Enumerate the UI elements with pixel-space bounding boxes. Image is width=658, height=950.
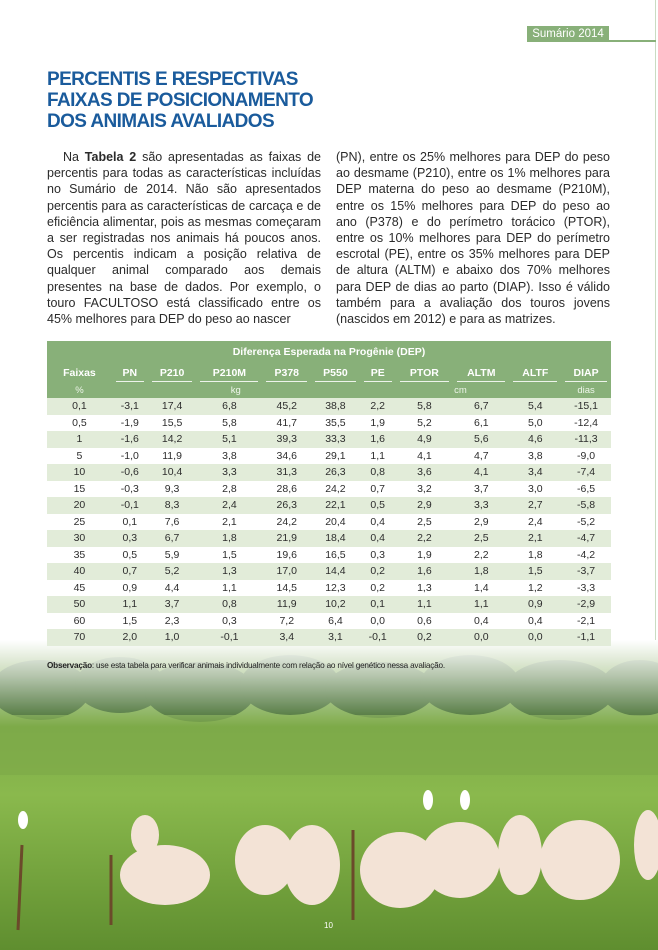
table-cell: 16,5 — [311, 547, 360, 564]
table-cell: 1,5 — [112, 613, 148, 630]
table-note — [47, 661, 445, 670]
table-cell: 0,4 — [360, 530, 396, 547]
table-cell: 7,6 — [148, 514, 197, 531]
table-row — [47, 448, 611, 465]
col-header-ptor: PTOR — [396, 363, 454, 382]
table-cell: -6,5 — [561, 481, 611, 498]
table-cell: 2,4 — [196, 497, 262, 514]
cattle-pasture-photo — [0, 640, 658, 950]
table-cell: 2,5 — [396, 514, 454, 531]
table-row — [47, 398, 611, 415]
table-cell: -1,9 — [112, 415, 148, 432]
table-cell: -3,3 — [561, 580, 611, 597]
table-cell: 2,7 — [509, 497, 561, 514]
table-cell: 5,8 — [396, 398, 454, 415]
table-cell: 2,1 — [196, 514, 262, 531]
table-cell: 3,2 — [396, 481, 454, 498]
table-cell: 24,2 — [262, 514, 311, 531]
table-row — [47, 629, 611, 646]
table-cell: -12,4 — [561, 415, 611, 432]
table-cell: 26,3 — [311, 464, 360, 481]
table-cell: -0,1 — [196, 629, 262, 646]
table-row — [47, 514, 611, 531]
table-cell: 2,2 — [360, 398, 396, 415]
table-cell: 33,3 — [311, 431, 360, 448]
table-cell: 4,9 — [396, 431, 454, 448]
table-row — [47, 431, 611, 448]
table-cell: 31,3 — [262, 464, 311, 481]
table-cell: 1,1 — [396, 596, 454, 613]
table-cell: 3,7 — [148, 596, 197, 613]
table-cell: -2,9 — [561, 596, 611, 613]
table-cell: 7,2 — [262, 613, 311, 630]
table-cell: 21,9 — [262, 530, 311, 547]
table-cell: 11,9 — [262, 596, 311, 613]
table-cell: 28,6 — [262, 481, 311, 498]
table-cell: 12,3 — [311, 580, 360, 597]
table-cell: 1,1 — [453, 596, 509, 613]
table-cell: 1,9 — [360, 415, 396, 432]
table-cell: 4,1 — [453, 464, 509, 481]
table-cell: 1,1 — [112, 596, 148, 613]
col-header-p210: P210 — [148, 363, 197, 382]
table-cell: 0,7 — [360, 481, 396, 498]
table-cell: 6,7 — [148, 530, 197, 547]
table-cell: -4,2 — [561, 547, 611, 564]
table-cell: -3,1 — [112, 398, 148, 415]
col-header-p550: P550 — [311, 363, 360, 382]
percentile-table — [47, 341, 611, 646]
table-cell: 8,3 — [148, 497, 197, 514]
table-cell: 2,2 — [396, 530, 454, 547]
table-cell: 11,9 — [148, 448, 197, 465]
unit-kg: kg — [112, 382, 360, 398]
table-cell: 70 — [47, 629, 112, 646]
table-cell: 0,0 — [509, 629, 561, 646]
table-cell: 5,6 — [453, 431, 509, 448]
table-cell: 4,4 — [148, 580, 197, 597]
table-cell: 10,4 — [148, 464, 197, 481]
table-cell: 45,2 — [262, 398, 311, 415]
table-cell: 1,0 — [148, 629, 197, 646]
table-cell: 38,8 — [311, 398, 360, 415]
table-cell: 5,4 — [509, 398, 561, 415]
table-cell: 6,1 — [453, 415, 509, 432]
table-cell: 5,1 — [196, 431, 262, 448]
table-cell: 0,6 — [396, 613, 454, 630]
table-cell: 15 — [47, 481, 112, 498]
table-cell: 10,2 — [311, 596, 360, 613]
table-row — [47, 481, 611, 498]
table-cell: 17,4 — [148, 398, 197, 415]
table-cell: 1,5 — [509, 563, 561, 580]
table-cell: 0,1 — [47, 398, 112, 415]
table-cell: 14,2 — [148, 431, 197, 448]
table-cell: 1,6 — [360, 431, 396, 448]
table-cell: 0,8 — [196, 596, 262, 613]
table-cell: 0,3 — [112, 530, 148, 547]
table-row — [47, 547, 611, 564]
table-cell: 9,3 — [148, 481, 197, 498]
table-cell: 0,0 — [453, 629, 509, 646]
table-cell: -3,7 — [561, 563, 611, 580]
table-cell: 40 — [47, 563, 112, 580]
table-cell: 0,5 — [112, 547, 148, 564]
table-cell: 2,2 — [453, 547, 509, 564]
table-row — [47, 497, 611, 514]
table-cell: -1,1 — [561, 629, 611, 646]
table-cell: 1,6 — [396, 563, 454, 580]
table-cell: 1,1 — [360, 448, 396, 465]
table-cell: 3,3 — [453, 497, 509, 514]
table-cell: 6,4 — [311, 613, 360, 630]
table-cell: 20,4 — [311, 514, 360, 531]
table-cell: 5,9 — [148, 547, 197, 564]
page-number: 10 — [324, 921, 333, 930]
table-cell: 0,4 — [453, 613, 509, 630]
table-cell: 24,2 — [311, 481, 360, 498]
note-label: Observação — [47, 661, 92, 670]
table-cell: 2,9 — [396, 497, 454, 514]
table-row — [47, 613, 611, 630]
table-cell: 0,3 — [196, 613, 262, 630]
table-cell: 14,5 — [262, 580, 311, 597]
col-header-p378: P378 — [262, 363, 311, 382]
table-cell: 0,9 — [509, 596, 561, 613]
table-cell: -0,1 — [112, 497, 148, 514]
table-cell: 2,0 — [112, 629, 148, 646]
table-cell: 15,5 — [148, 415, 197, 432]
table-cell: 0,2 — [396, 629, 454, 646]
table-cell: -2,1 — [561, 613, 611, 630]
col-header-altf: ALTF — [509, 363, 561, 382]
col-header-pe: PE — [360, 363, 396, 382]
table-cell: 14,4 — [311, 563, 360, 580]
table-band-title: Diferença Esperada na Progênie (DEP) — [47, 341, 611, 363]
table-reference: Tabela 2 — [84, 150, 137, 164]
table-cell: 6,7 — [453, 398, 509, 415]
table-cell: -9,0 — [561, 448, 611, 465]
table-cell: 17,0 — [262, 563, 311, 580]
table-cell: 2,5 — [453, 530, 509, 547]
table-cell: 19,6 — [262, 547, 311, 564]
col-header-diap: DIAP — [561, 363, 611, 382]
body-column-left — [47, 149, 321, 327]
table-cell: 1,8 — [509, 547, 561, 564]
table-cell: 2,8 — [196, 481, 262, 498]
table-cell: 3,4 — [509, 464, 561, 481]
table-cell: 35 — [47, 547, 112, 564]
table-cell: 0,5 — [47, 415, 112, 432]
table-cell: -4,7 — [561, 530, 611, 547]
table-cell: 0,3 — [360, 547, 396, 564]
body-column-right: (PN), entre os 25% melhores para DEP do peso ao desmame (P210), entre os 1% melhores para DEP materna do peso ao desmame (P210M), entre os 15% melhores para DEP do peso ao ano (P378) e do perímetro torácico (PTOR), entre os 10% melhores para DEP do perímetro escrotal (PE), entre os 35% melhores para DEP de altura (ALTM) e abaixo dos 70% melhores para DEP de dias ao parto (DIAP). Isso é válido também para a avaliação dos touros jovens (nascidos em 2012) e para as matrizes. — [336, 150, 610, 327]
table-cell: 0,8 — [360, 464, 396, 481]
table-body — [47, 398, 611, 646]
table-cell: 0,2 — [360, 563, 396, 580]
table-cell: 30 — [47, 530, 112, 547]
table-cell: -7,4 — [561, 464, 611, 481]
table-cell: -11,3 — [561, 431, 611, 448]
table-cell: 3,8 — [196, 448, 262, 465]
table-cell: 20 — [47, 497, 112, 514]
table-cell: 0,4 — [509, 613, 561, 630]
table-cell: 29,1 — [311, 448, 360, 465]
header-rule — [609, 40, 656, 42]
table-row — [47, 580, 611, 597]
table-cell: 3,6 — [396, 464, 454, 481]
note-text: : use esta tabela para verificar animais individualmente com relação ao nível genético nessa avaliação. — [91, 661, 445, 670]
table-cell: 1 — [47, 431, 112, 448]
table-cell: 0,0 — [360, 613, 396, 630]
table-cell: 10 — [47, 464, 112, 481]
table-cell: 1,2 — [509, 580, 561, 597]
table-cell: 4,6 — [509, 431, 561, 448]
table-cell: 0,1 — [112, 514, 148, 531]
table-cell: 3,8 — [509, 448, 561, 465]
table-cell: 22,1 — [311, 497, 360, 514]
table-cell: 2,3 — [148, 613, 197, 630]
table-cell: 1,3 — [196, 563, 262, 580]
table-cell: 0,1 — [360, 596, 396, 613]
table-cell: 39,3 — [262, 431, 311, 448]
table-cell: -15,1 — [561, 398, 611, 415]
table-cell: 3,3 — [196, 464, 262, 481]
unit-cm: cm — [360, 382, 561, 398]
table-cell: 5,8 — [196, 415, 262, 432]
table-cell: 3,1 — [311, 629, 360, 646]
table-cell: 4,1 — [396, 448, 454, 465]
table-cell: 25 — [47, 514, 112, 531]
col-header-faixas: Faixas — [47, 363, 112, 382]
table-cell: 5,2 — [396, 415, 454, 432]
table-cell: 1,4 — [453, 580, 509, 597]
table-cell: 1,1 — [196, 580, 262, 597]
table-cell: 34,6 — [262, 448, 311, 465]
col-header-pn: PN — [112, 363, 148, 382]
col-header-p210m: P210M — [196, 363, 262, 382]
table-cell: 0,9 — [112, 580, 148, 597]
table-cell: 3,0 — [509, 481, 561, 498]
unit-dias: dias — [561, 382, 611, 398]
table-cell: -1,6 — [112, 431, 148, 448]
table-cell: 3,7 — [453, 481, 509, 498]
table-cell: 41,7 — [262, 415, 311, 432]
table-row — [47, 415, 611, 432]
table-cell: 45 — [47, 580, 112, 597]
table-cell: 5,2 — [148, 563, 197, 580]
table-cell: 1,3 — [396, 580, 454, 597]
table-cell: -0,3 — [112, 481, 148, 498]
body-left-text: são apresentadas as faixas de percentis para todas as características incluídas no Sumário de 2014. Não são apresentados percentis para as características de carcaça e de eficiência alimentar, pois as mesmas começaram a ser registradas nos animais há poucos anos. Os percentis indicam a posição relativa de qualquer animal comparado aos demais presentes na base de dados. Por exemplo, o touro FACULTOSO está classificado entre os 45% melhores para DEP do peso ao nascer — [47, 150, 321, 327]
table-cell: -0,6 — [112, 464, 148, 481]
body-lead: Na — [63, 150, 85, 164]
table-row — [47, 464, 611, 481]
table-cell: -1,0 — [112, 448, 148, 465]
table-cell: 1,8 — [453, 563, 509, 580]
table-cell: -0,1 — [360, 629, 396, 646]
table-cell: 1,8 — [196, 530, 262, 547]
table-cell: 6,8 — [196, 398, 262, 415]
table-cell: 1,5 — [196, 547, 262, 564]
table-cell: 3,4 — [262, 629, 311, 646]
table-cell: 60 — [47, 613, 112, 630]
table-row — [47, 530, 611, 547]
table-cell: 50 — [47, 596, 112, 613]
table-cell: 0,7 — [112, 563, 148, 580]
table-cell: 5,0 — [509, 415, 561, 432]
table-cell: 0,5 — [360, 497, 396, 514]
table-cell: 26,3 — [262, 497, 311, 514]
col-header-altm: ALTM — [453, 363, 509, 382]
table-cell: -5,2 — [561, 514, 611, 531]
table-row — [47, 563, 611, 580]
page-edge-rule — [655, 0, 656, 660]
table-cell: 4,7 — [453, 448, 509, 465]
table-cell: 2,4 — [509, 514, 561, 531]
section-tab: Sumário 2014 — [527, 26, 609, 42]
table-cell: 2,1 — [509, 530, 561, 547]
table-cell: -5,8 — [561, 497, 611, 514]
table-cell: 1,9 — [396, 547, 454, 564]
table-cell: 2,9 — [453, 514, 509, 531]
table-cell: 0,4 — [360, 514, 396, 531]
table-row — [47, 596, 611, 613]
table-cell: 18,4 — [311, 530, 360, 547]
table-cell: 5 — [47, 448, 112, 465]
table-cell: 35,5 — [311, 415, 360, 432]
table-cell: 0,2 — [360, 580, 396, 597]
page-title: PERCENTIS E RESPECTIVAS FAIXAS DE POSICIONAMENTO DOS ANIMAIS AVALIADOS — [47, 69, 314, 132]
unit-percent: % — [47, 382, 112, 398]
